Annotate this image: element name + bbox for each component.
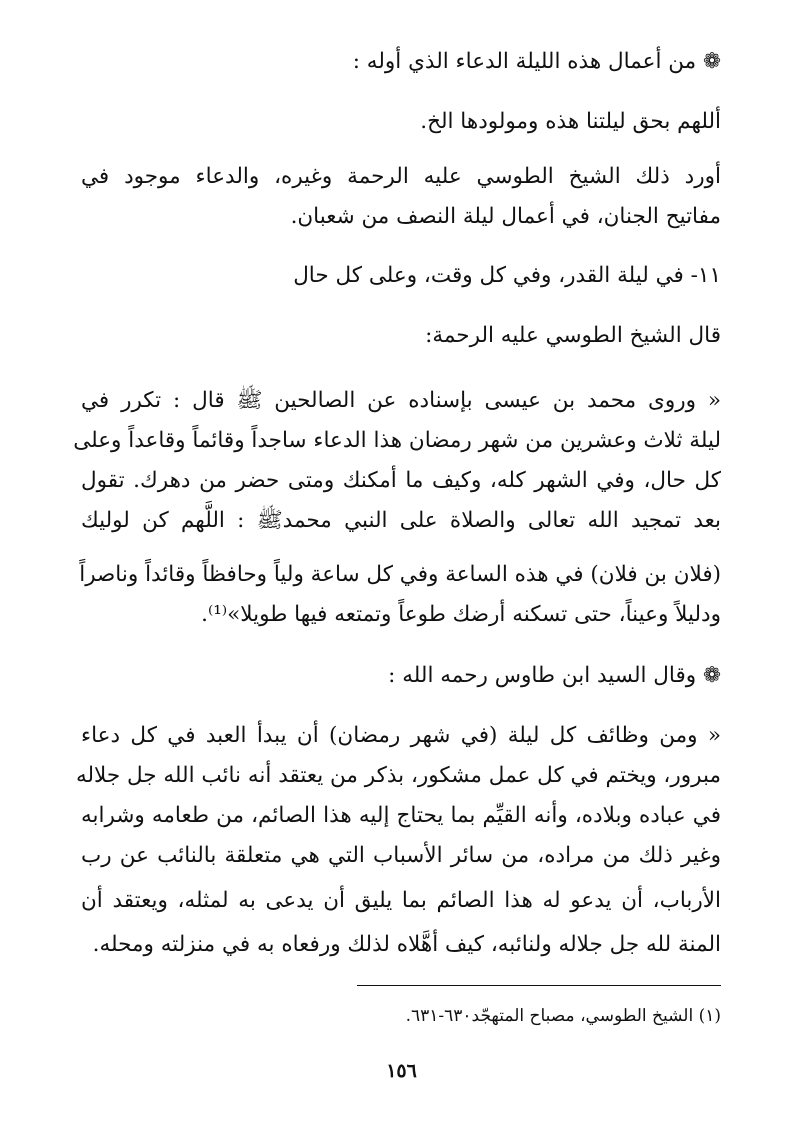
quote-line: في عباده وبلاده، وأنه القيِّم بما يحتاج إليه هذا الصائم، من طعامه وشرابه <box>81 803 721 828</box>
quote-line: ليلة ثلاث وعشرين من شهر رمضان هذا الدعاء ساجداً وقائماً وقاعداً وعلى <box>73 428 721 453</box>
quote-line: (فلان بن فلان) في هذه الساعة وفي كل ساعة ولياً وحافظاً وقائداً وناصراً <box>79 562 721 587</box>
footnote-1: (١) الشيخ الطوسي، مصباح المتهجّد٦٣٠-٦٣١. <box>405 1006 721 1026</box>
quote-line: « ومن وظائف كل ليلة (في شهر رمضان) أن يبدأ العبد في كل دعاء <box>81 723 721 748</box>
quote-line: مبرور، ويختم في كل عمل مشكور، بذكر من يعتقد أنه نائب الله جل جلاله <box>75 763 721 788</box>
quote-line: ودليلاً وعيناً، حتى تسكنه أرضك طوعاً وتمتعه فيها طويلا»⁽¹⁾. <box>201 602 721 627</box>
paragraph-line: أورد ذلك الشيخ الطوسي عليه الرحمة وغيره، والدعاء موجود في <box>81 164 721 189</box>
paragraph-line: مفاتيح الجنان، في أعمال ليلة النصف من شعبان. <box>290 204 721 229</box>
quote-line: وغير ذلك من مراده، من سائر الأسباب التي هي متعلقة بالنائب عن رب <box>81 843 721 868</box>
bullet-heading-ibn-tawus: ❁ وقال السيد ابن طاوس رحمه الله : <box>388 663 721 688</box>
quote-line: بعد تمجيد الله تعالى والصلاة على النبي محمدﷺ : اللَّهم كن لوليك <box>81 508 721 533</box>
quote-line: المنة لله جل جلاله ولنائبه، كيف أهَّلاه لذلك ورفعاه به في منزلته ومحله. <box>92 932 721 957</box>
paragraph-line: أللهم بحق ليلتنا هذه ومولودها الخ. <box>420 109 721 134</box>
paragraph-line: قال الشيخ الطوسي عليه الرحمة: <box>425 323 721 348</box>
quote-line: كل حال، وفي الشهر كله، وكيف ما أمكنك ومتى حضر من دهرك. تقول <box>81 468 721 493</box>
footnote-divider <box>357 985 721 986</box>
quote-line: الأرباب، أن يدعو له هذا الصائم بما يليق أن يدعى به لمثله، ويعتقد أن <box>81 888 721 913</box>
quote-line: « وروى محمد بن عيسى بإسناده عن الصالحين ﷺ قال : تكرر في <box>81 388 721 413</box>
bullet-heading-night-deeds: ❁ من أعمال هذه الليلة الدعاء الذي أوله : <box>352 49 721 74</box>
section-heading-laylat-al-qadr: ١١- في ليلة القدر، وفي كل وقت، وعلى كل حال <box>293 263 721 288</box>
page-number: ١٥٦ <box>386 1060 417 1082</box>
